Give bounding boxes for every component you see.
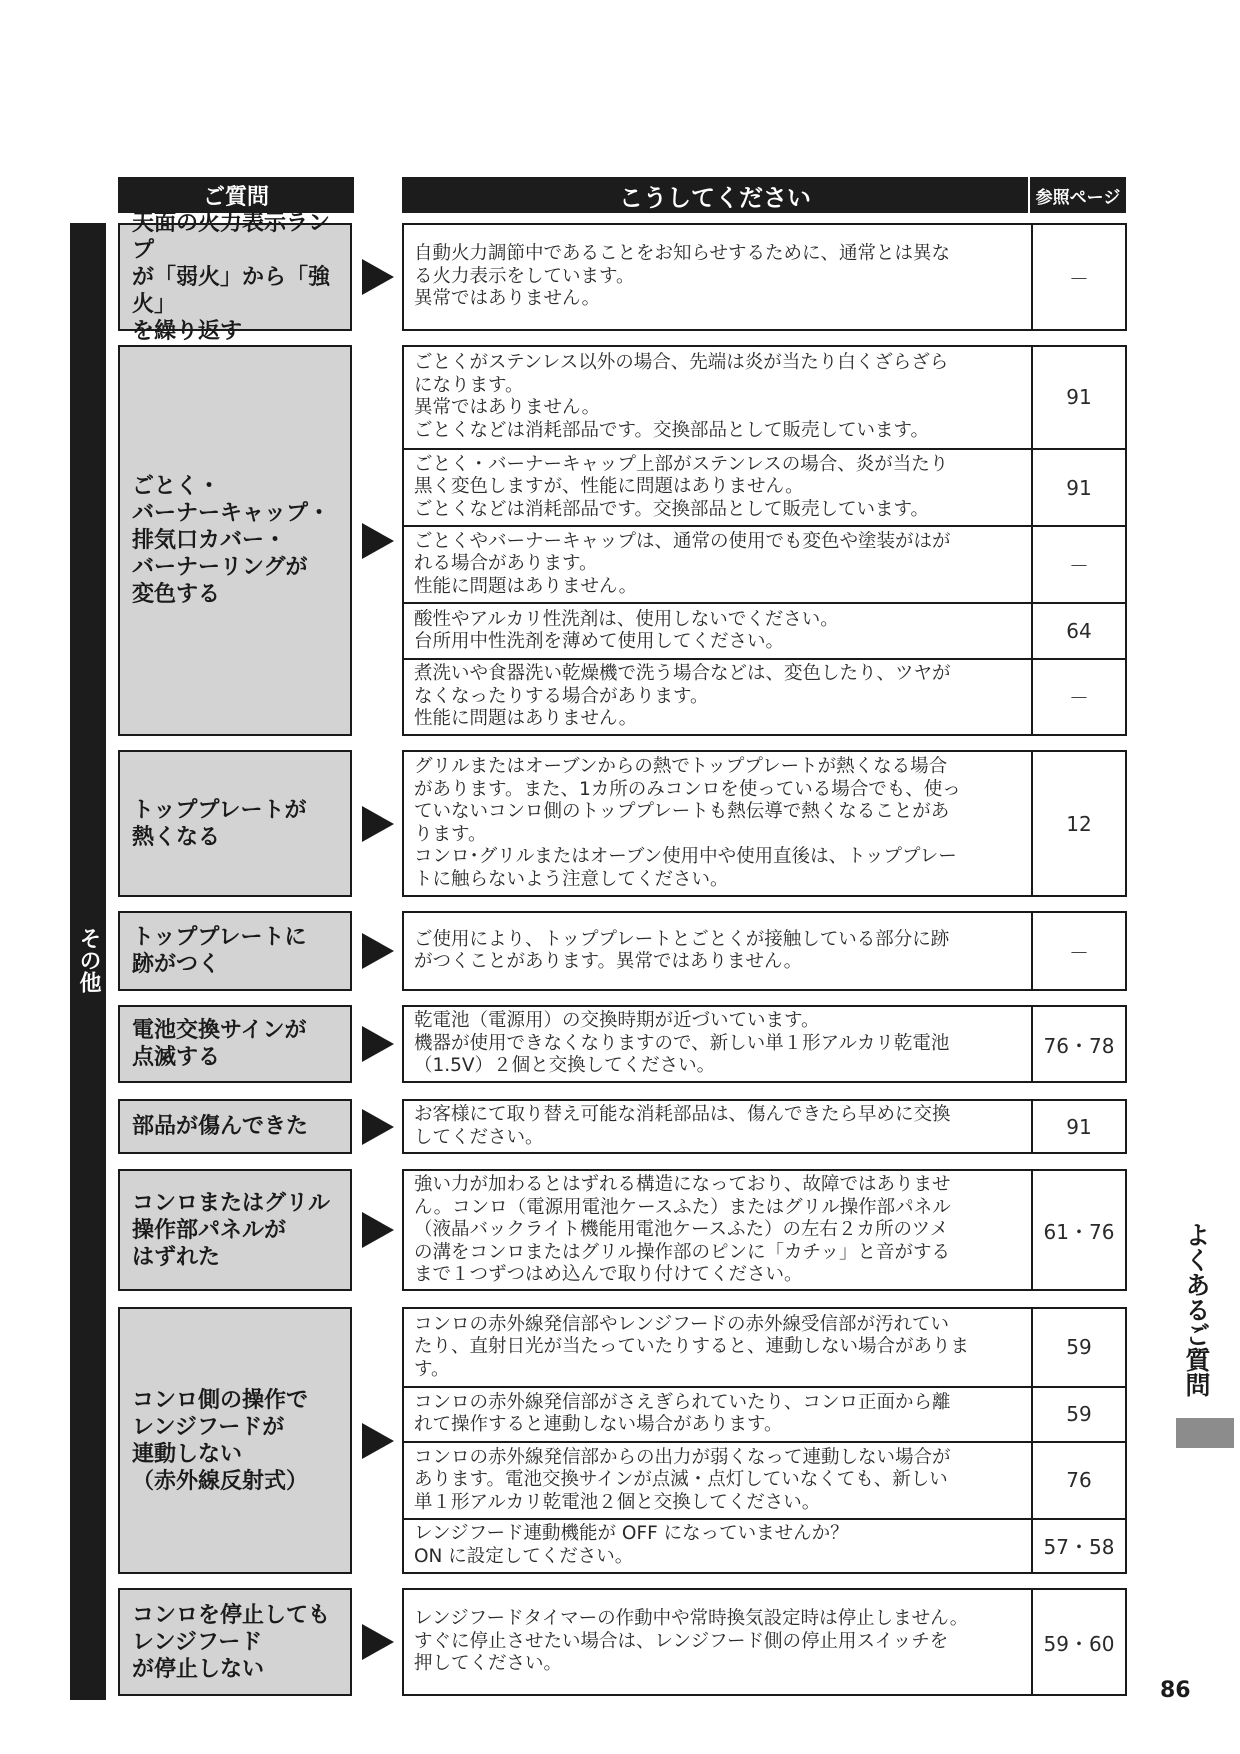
answer-text: 自動火力調節中であることをお知らせするために、通常とは異な る火力表示をしています。 異常ではありません。: [414, 243, 950, 310]
reference-page: 91: [1031, 347, 1125, 448]
question-box: [118, 1307, 352, 1574]
answer-text: ごとく・バーナーキャップ上部がステンレスの場合、炎が当たり 黒く変色しますが、性能に問題はありません。 ごとくなどは消耗部品です。交換部品として販売しています。: [414, 453, 949, 520]
arrow-right-icon: [362, 806, 394, 842]
arrow-right-icon: [362, 1423, 394, 1459]
question-text: 部品が傷んできた: [132, 1114, 309, 1139]
faq-group: [118, 1005, 1127, 1083]
reference-page: －: [1031, 660, 1125, 734]
answer-text: レンジフードタイマーの作動中や常時換気設定時は停止しません。 すぐに停止させたい場合は、レンジフード側の停止用スイッチを 押してください。: [414, 1608, 969, 1675]
question-box: [118, 1169, 352, 1291]
arrow-right-icon: [362, 1212, 394, 1248]
answer-text: レンジフード連動機能が OFF になっていませんか？ ON に設定してください。: [414, 1523, 849, 1567]
answer-text: グリルまたはオーブンからの熱でトッププレートが熱くなる場合 があります。また、1カ所のみコンロを使っている場合でも、使っ ていないコンロ側のトッププレートも熱伝導で熱くなることがあ ります。 コンロ･グリルまたはオーブン使用中や使用直後は、トッププレー トに触らないよう注意してください。: [414, 756, 961, 890]
answer-row: [404, 1386, 1125, 1441]
answer-box: [402, 1005, 1127, 1083]
question-text: 電池交換サインが 点滅する: [132, 1018, 307, 1070]
arrow-right-icon: [362, 259, 394, 295]
arrow-right-icon: [362, 933, 394, 969]
answer-row: [404, 658, 1125, 734]
answer-text: 乾電池（電源用）の交換時期が近づいています。 機器が使用できなくなりますので、新しい単１形アルカリ乾電池 （1.5V）２個と交換してください。: [414, 1010, 950, 1077]
question-box: [118, 1005, 352, 1083]
reference-page: 91: [1031, 1101, 1125, 1152]
question-box: [118, 750, 352, 897]
answer-text: ごとくがステンレス以外の場合、先端は炎が当たり白くざらざら になります。 異常ではありません。 ごとくなどは消耗部品です。交換部品として販売しています。: [414, 352, 949, 441]
answer-row: [404, 1101, 1125, 1152]
chapter-tab-label: よくあるご質問: [1182, 1222, 1211, 1397]
arrow-right-icon: [362, 1026, 394, 1062]
faq-group: [118, 210, 1127, 344]
faq-group: [118, 911, 1127, 991]
answer-text: ご使用により、トッププレートとごとくが接触している部分に跡 がつくことがあります。異常ではありません。: [414, 928, 950, 972]
answer-row: [404, 448, 1125, 525]
faq-group: [118, 1588, 1127, 1696]
answer-text: 煮洗いや食器洗い乾燥機で洗う場合などは、変色したり、ツヤが なくなったりする場合があります。 性能に問題はありません。: [414, 663, 951, 730]
question-column-header: ご質問: [118, 177, 354, 213]
section-label: その他: [76, 927, 101, 993]
answer-row: [404, 525, 1125, 602]
answer-text: お客様にて取り替え可能な消耗部品は、傷んできたら早めに交換 してください。: [414, 1104, 951, 1148]
answer-row: [404, 1590, 1125, 1694]
reference-column-header: 参照ページ: [1030, 177, 1126, 213]
answer-box: [402, 1588, 1127, 1696]
answer-box: [402, 223, 1127, 331]
answer-row: [404, 1309, 1125, 1386]
question-box: [118, 345, 352, 736]
answer-row: [404, 1171, 1125, 1290]
answer-box: [402, 1169, 1127, 1291]
answer-column-header: こうしてください: [402, 177, 1028, 213]
question-box: [118, 911, 352, 991]
reference-page: －: [1031, 913, 1125, 989]
answer-text: ごとくやバーナーキャップは、通常の使用でも変色や塗装がはが れる場合があります。 性能に問題はありません。: [414, 530, 951, 597]
answer-box: [402, 1099, 1127, 1154]
chapter-tab-marker: [1176, 1418, 1234, 1448]
answer-row: [404, 913, 1125, 989]
answer-row: [404, 602, 1125, 657]
reference-page: 61・76: [1031, 1171, 1125, 1290]
answer-row: [404, 752, 1125, 895]
answer-row: [404, 347, 1125, 448]
reference-page: 91: [1031, 450, 1125, 525]
reference-page: 76: [1031, 1443, 1125, 1518]
answer-text: コンロの赤外線発信部からの出力が弱くなって連動しない場合が あります。電池交換サインが点滅・点灯していなくても、新しい 単１形アルカリ乾電池２個と交換してください。: [414, 1446, 951, 1513]
reference-page: 59: [1031, 1309, 1125, 1386]
question-box: [118, 210, 352, 344]
question-text: コンロまたはグリル 操作部パネルが はずれた: [132, 1190, 331, 1270]
question-text: コンロを停止しても レンジフード が停止しない: [132, 1602, 331, 1682]
answer-row: [404, 1441, 1125, 1518]
answer-box: [402, 1307, 1127, 1574]
answer-text: コンロの赤外線発信部やレンジフードの赤外線受信部が汚れてい たり、直射日光が当たっていたりすると、連動しない場合がありま す。: [414, 1313, 970, 1380]
question-box: [118, 1099, 352, 1154]
question-text: トッププレートに 跡がつく: [132, 925, 307, 977]
reference-page: －: [1031, 225, 1125, 329]
question-text: ごとく・ バーナーキャップ・ 排気口カバー・ バーナーリングが 変色する: [132, 474, 331, 607]
question-box: [118, 1588, 352, 1696]
reference-page: 59: [1031, 1388, 1125, 1441]
question-text: コンロ側の操作で レンジフードが 連動しない （赤外線反射式）: [132, 1387, 309, 1494]
arrow-right-icon: [362, 1624, 394, 1660]
answer-text: コンロの赤外線発信部がさえぎられていたり、コンロ正面から離 れて操作すると連動しない場合があります。: [414, 1391, 951, 1436]
reference-page: 12: [1031, 752, 1125, 895]
reference-page: 64: [1031, 604, 1125, 657]
answer-box: [402, 750, 1127, 897]
answer-row: [404, 225, 1125, 329]
reference-page: 76・78: [1031, 1007, 1125, 1081]
reference-page: －: [1031, 527, 1125, 602]
answer-row: [404, 1518, 1125, 1572]
question-text: トッププレートが 熱くなる: [132, 797, 307, 850]
question-text: 天面の火力表示ランプ が「弱火」から「強火」 を繰り返す: [132, 210, 331, 344]
faq-group: [118, 750, 1127, 897]
answer-text: 強い力が加わるとはずれる構造になっており、故障ではありませ ん。コンロ（電源用電池ケースふた）またはグリル操作部パネル （液晶バックライト機能用電池ケースふた）の左右２カ所のツメ の溝をコンロまたはグリル操作部のピンに「カチッ」と音がする まで１つずつはめ込んで取り付けてください。: [414, 1174, 951, 1285]
reference-page: 59・60: [1031, 1590, 1125, 1694]
answer-box: [402, 911, 1127, 991]
answer-row: [404, 1007, 1125, 1081]
arrow-right-icon: [362, 523, 394, 559]
faq-group: [118, 1169, 1127, 1291]
arrow-right-icon: [362, 1109, 394, 1145]
page-number: 86: [1160, 1678, 1191, 1703]
faq-group: [118, 345, 1127, 736]
faq-group: [118, 1307, 1127, 1574]
reference-page: 57・58: [1031, 1520, 1125, 1572]
answer-text: 酸性やアルカリ性洗剤は、使用しないでください。 台所用中性洗剤を薄めて使用してください。: [414, 608, 839, 653]
answer-box: [402, 345, 1127, 736]
faq-group: [118, 1099, 1127, 1154]
